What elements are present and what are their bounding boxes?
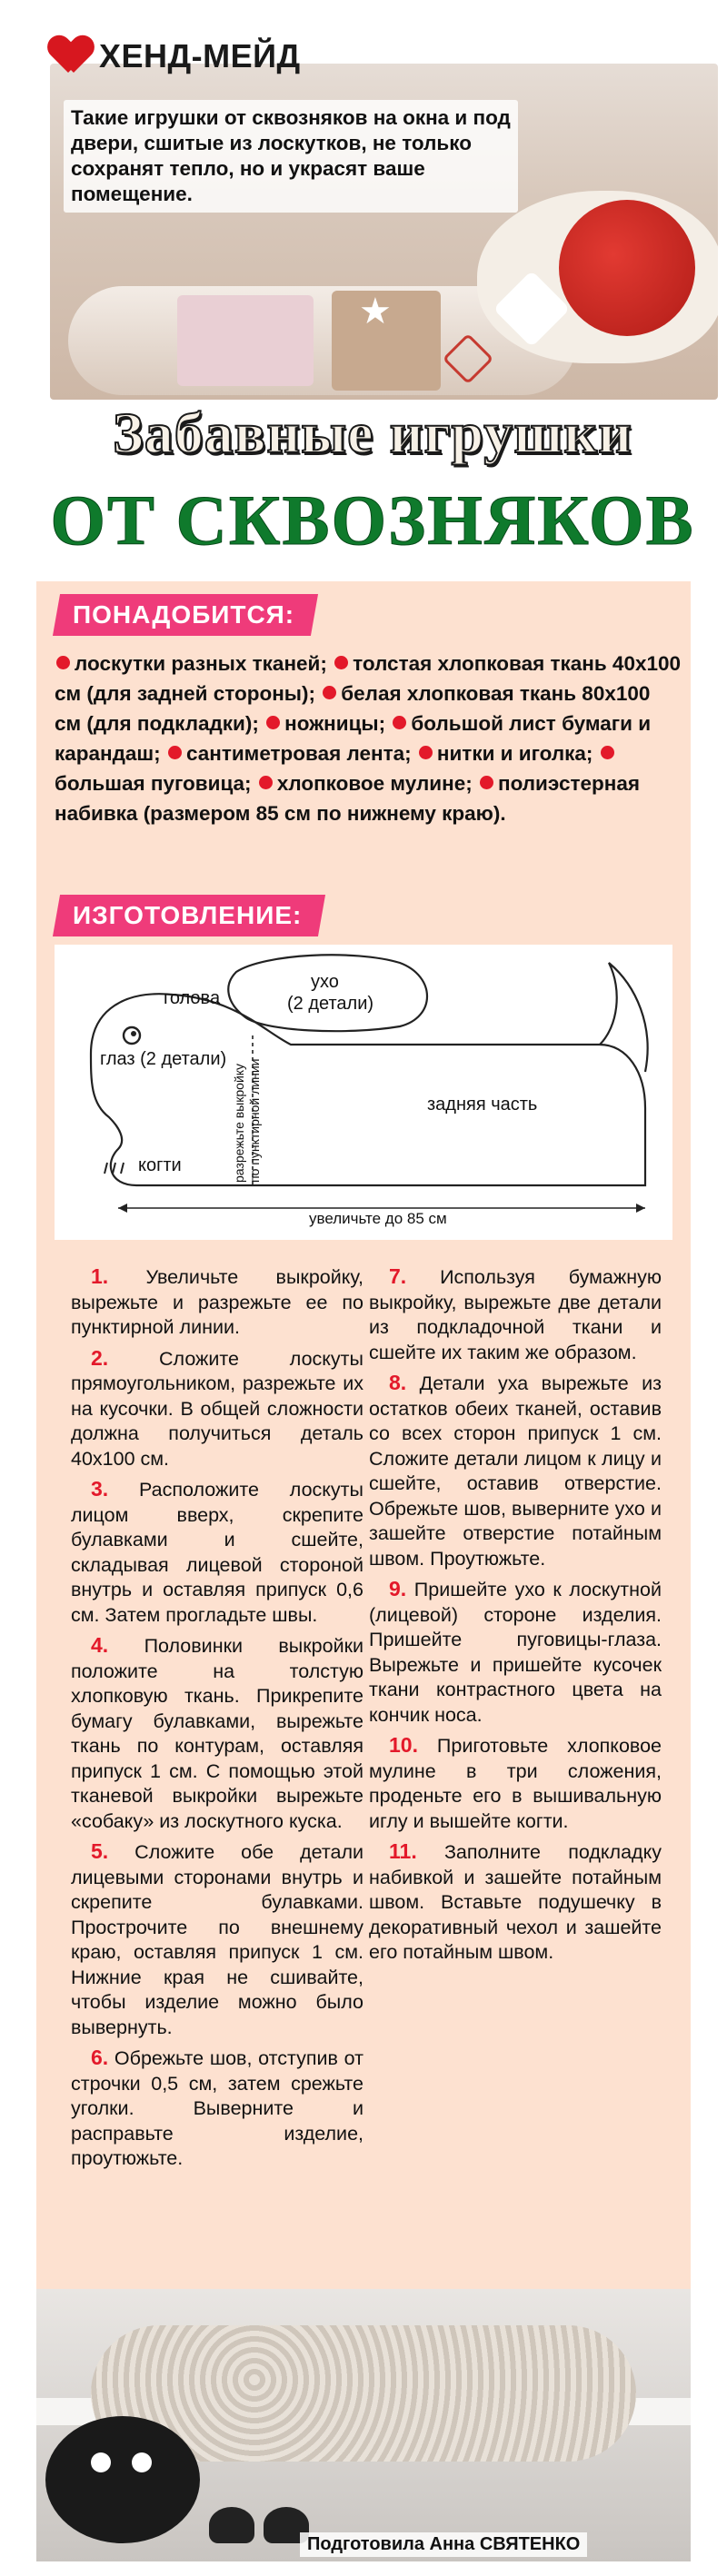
material-item: ножницы;: [284, 712, 386, 735]
instructions-label: ИЗГОТОВЛЕНИЕ:: [53, 895, 325, 936]
label-head: голова: [164, 988, 221, 1008]
heart-icon: [50, 36, 92, 76]
step-8: 8. Детали уха вырежьте из остатков обеих тканей, оставив со всех сторон припуск 1 см. Сложите детали лицом к лицу и сшейте, оставив отверстие. Обрежьте шов, выверните ухо и зашейте отверстие потайным швом. Проутюжьте.: [369, 1371, 662, 1570]
pattern-diagram: [55, 945, 672, 1240]
star-icon: ★: [359, 292, 392, 332]
step-11: 11. Заполните подкладку набивкой и зашейте потайным швом. Вставьте подушечку в декоративный чехол и зашейте его потайным швом.: [369, 1839, 662, 1963]
bullet-icon: [259, 776, 273, 789]
label-back: задняя часть: [427, 1095, 538, 1115]
instructions-diagram-section: [36, 895, 691, 1253]
pattern-svg: [55, 945, 672, 1240]
label-scale: увеличьте до 85 см: [309, 1210, 447, 1227]
material-item: большая пуговица;: [55, 772, 252, 795]
material-item: лоскутки разных тканей;: [75, 652, 327, 675]
steps-column-right: [369, 1264, 662, 1971]
arrow-right-icon: [636, 1204, 645, 1213]
fabric-patch: [177, 295, 314, 386]
dog-ear: [559, 200, 695, 336]
step-4: 4. Половинки выкройки положите на толстую хлопковую ткань. Прикрепите бумагу булавками, вырежьте ткань по контурам, оставляя припуск 1 см. С помощью этой тканевой выкройки вырежьте «собаку» из лоскутного куска.: [71, 1633, 364, 1832]
label-ear-note: (2 детали): [287, 994, 374, 1014]
bullet-icon: [323, 686, 336, 699]
eye-pupil: [131, 1031, 136, 1036]
rubric: [50, 38, 301, 74]
step-1: 1. Увеличьте выкройку, вырежьте и разрежьте ее по пунктирной линии.: [71, 1264, 364, 1338]
sheep-eye: [91, 2452, 111, 2472]
step-3: 3. Расположите лоскуты лицом вверх, скрепите булавками и сшейте, складывая лицевой стороной внутрь и оставляя припуск 0,6 см. Затем прогладьте швы.: [71, 1477, 364, 1626]
bullet-icon: [601, 746, 614, 759]
arrow-left-icon: [118, 1204, 127, 1213]
step-5: 5. Сложите обе детали лицевыми сторонами внутрь и скрепите булавками. Прострочите по внешнему краю, оставляя припуск 1 см. Нижние края не сшивайте, чтобы изделие можно было вывернуть.: [71, 1839, 364, 2038]
label-ear: ухо: [311, 972, 339, 992]
tail-outline: [600, 963, 648, 1072]
material-item: толстая хлопковая ткань 40x100 см (для задней стороны);: [55, 652, 682, 705]
material-item: хлопковое мулине;: [276, 772, 473, 795]
bullet-icon: [480, 776, 493, 789]
material-item: большой лист бумаги и карандаш;: [55, 712, 652, 765]
step-6: 6. Обрежьте шов, отступив от строчки 0,5 см, затем срежьте уголки. Выверните и расправьте изделие, проутюжьте.: [71, 2046, 364, 2169]
materials-section: [36, 581, 691, 895]
headline-line-1: Забавные игрушки: [112, 401, 633, 465]
sheep-stopper-photo: [36, 2289, 691, 2561]
bullet-icon: [419, 746, 433, 759]
steps-column-left: [71, 1264, 364, 2177]
rubric-label: ХЕНД-МЕЙД: [99, 37, 301, 74]
material-item: белая хлопковая ткань 80x100 см (для подкладки);: [55, 682, 651, 735]
bullet-icon: [168, 746, 182, 759]
bullet-icon: [393, 716, 406, 729]
material-item: сантиметровая лента;: [185, 742, 412, 765]
step-7: 7. Используя бумажную выкройку, вырежьте две детали из подкладочной ткани и сшейте их таким же образом.: [369, 1264, 662, 1363]
materials-list: [55, 649, 682, 828]
claw-mark: [121, 1163, 124, 1174]
bullet-icon: [266, 716, 280, 729]
claw-mark: [113, 1163, 115, 1174]
materials-label: ПОНАДОБИТСЯ:: [53, 594, 318, 636]
bullet-icon: [334, 656, 348, 669]
material-item: полиэстерная набивка (размером 85 см по нижнему краю).: [55, 772, 641, 825]
sheep-head: [45, 2416, 200, 2543]
label-cut-1: разрежьте выкройку: [232, 1063, 246, 1183]
label-claws: когти: [138, 1155, 182, 1175]
label-eye: глаз (2 детали): [100, 1049, 227, 1069]
lead-text: Такие игрушки от сквозняков на окна и под двери, сшитые из лоскутков, не только сохранят тепло, но и украсят ваше помещение.: [64, 100, 518, 213]
step-2: 2. Сложите лоскуты прямоугольником, разрежьте их на кусочки. В общей сложности должна получиться деталь 40x100 см.: [71, 1345, 364, 1470]
claw-mark: [105, 1163, 107, 1174]
label-cut-2: по пунктирной линии: [247, 1058, 262, 1183]
step-10: 10. Приготовьте хлопковое мулине в три сложения, проденьте его в вышивальную иглу и вышейте когти.: [369, 1733, 662, 1832]
sheep-hoof: [209, 2507, 254, 2543]
steps-section: [36, 1253, 691, 2289]
author-credit: Подготовила Анна СВЯТЕНКО: [300, 2532, 587, 2557]
step-9: 9. Пришейте ухо к лоскутной (лицевой) стороне изделия. Пришейте пуговицы-глаза. Вырежьте и пришейте кусочек ткани контрастного цвета на кончик носа.: [369, 1577, 662, 1726]
headline-line-2: ОТ СКВОЗНЯКОВ: [50, 481, 695, 560]
sheep-eye: [132, 2452, 152, 2472]
hero-section: [0, 0, 727, 581]
material-item: нитки и иголка;: [436, 742, 593, 765]
bullet-icon: [56, 656, 70, 669]
